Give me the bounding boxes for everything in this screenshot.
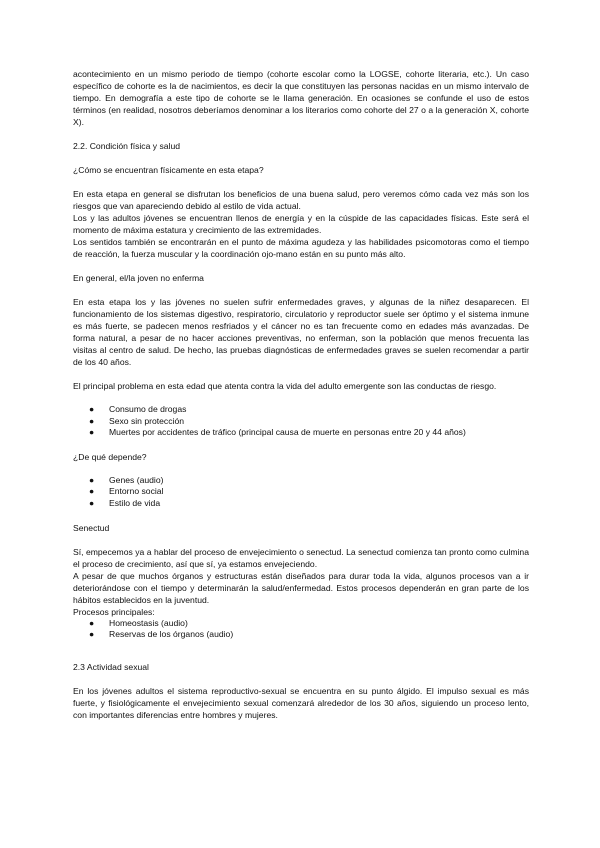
paragraph-risk-intro: El principal problema en esta edad que atenta contra la vida del adulto emergente son las conductas de riesgo. [73,381,497,391]
bullet-icon: ● [89,427,95,438]
bullet-icon: ● [89,497,95,508]
subheading-no-enferma: En general, el/la joven no enferma [73,273,204,283]
bullet-icon: ● [89,404,95,414]
bullet-icon: ● [89,629,95,640]
paragraph-health-4: En esta etapa los y las jóvenes no suelen sufrir enfermedades graves, y algunas de la niñez desaparecen. El funcionamiento de los sistemas digestivo, respiratorio, circulatorio y reproductor suele ser óptimo y el sistema inmune es más fuerte, se padecen menos resfriados y el cáncer no es tan frecuente como en edades más avanzadas. De forma natural, a pesar de no hacer acciones preventivas, no enferman, son la población que menos frecuenta las visitas al centro de salud. De hecho, las pruebas diagnósticas de enfermedades graves se suelen recomendar a partir de los 40 años. [73,297,529,367]
list-item: ● Entorno social [89,486,164,497]
intro-paragraph: acontecimiento en un mismo periodo de tiempo (cohorte escolar como la LOGSE, cohorte literaria, etc.). Un caso específico de cohorte es la de nacimientos, es decir la que constituyen las personas nacidas en un mismo intervalo de tiempo. En demografía a este tipo de cohorte se le llama generación. En ocasiones se confunde el uso de estos términos (en realidad, nosotros deberíamos denominar a los literarios como cohorte del 27 o a la generación X, cohorte X). [73,69,529,127]
bullet-icon: ● [89,474,95,485]
list-item: ● Consumo de drogas [89,404,187,414]
section-heading-2-2: 2.2. Condición física y salud [73,141,181,151]
paragraph-senectud-3: Procesos principales: [73,606,155,617]
bullet-icon: ● [89,415,95,426]
list-item: ● Sexo sin protección [89,415,184,426]
paragraph-health-2: Los y las adultos jóvenes se encuentran llenos de energía y en la cúspide de las capacidades físicas. Este será el momento de máxima estatura y crecimiento de las extremidades. [73,213,529,235]
process-list [73,618,529,641]
list-item: ● Homeostasis (audio) [89,617,188,628]
document-page [73,68,529,721]
bullet-icon: ● [89,486,95,497]
paragraph-sexual-1: En los jóvenes adultos el sistema reproductivo-sexual se encuentra en su punto álgido. El impulso sexual es más fuerte, y fisiológicamente el envejecimiento sexual comenzará alrededor de los 30 años, siguiendo un proceso lento, con importantes diferencias entre hombres y mujeres. [73,685,529,720]
paragraph-senectud-2: A pesar de que muchos órganos y estructuras están diseñados para durar toda la vida, algunos procesos van a ir deteriorándose con el tiempo y determinarán la salud/enfermedad. Estos procesos dependerán en gran parte de los hábitos establecidos en la juventud. [73,570,529,605]
paragraph-health-3: Los sentidos también se encontrarán en el punto de máxima agudeza y las habilidades psicomotoras como el tiempo de reacción, la fuerza muscular y la coordinación ojo-mano están en su punto más alto. [73,237,529,259]
bullet-icon: ● [89,617,95,628]
depends-list [73,475,529,510]
risk-list [73,404,529,439]
paragraph-senectud-1: Sí, empecemos ya a hablar del proceso de envejecimiento o senectud. La senectud comienza tan pronto como culmina el proceso de crecimiento, así que sí, ya estamos envejeciendo. [73,546,529,569]
section-heading-2-3: 2.3 Actividad sexual [73,661,149,672]
list-item: ● Reservas de los órganos (audio) [89,629,234,640]
list-item: ● Genes (audio) [89,474,164,485]
question-physical: ¿Cómo se encuentran físicamente en esta etapa? [73,165,264,175]
section-heading-senectud: Senectud [73,522,110,533]
list-item: ● Estilo de vida [89,497,161,508]
question-depends: ¿De qué depende? [73,451,147,462]
paragraph-health-1: En esta etapa en general se disfrutan los beneficios de una buena salud, pero veremos cómo cada vez más son los riesgos que van apareciendo debido al estilo de vida actual. [73,189,529,211]
list-item: ● Muertes por accidentes de tráfico (principal causa de muerte en personas entre 20 y 44 años) [89,427,466,438]
